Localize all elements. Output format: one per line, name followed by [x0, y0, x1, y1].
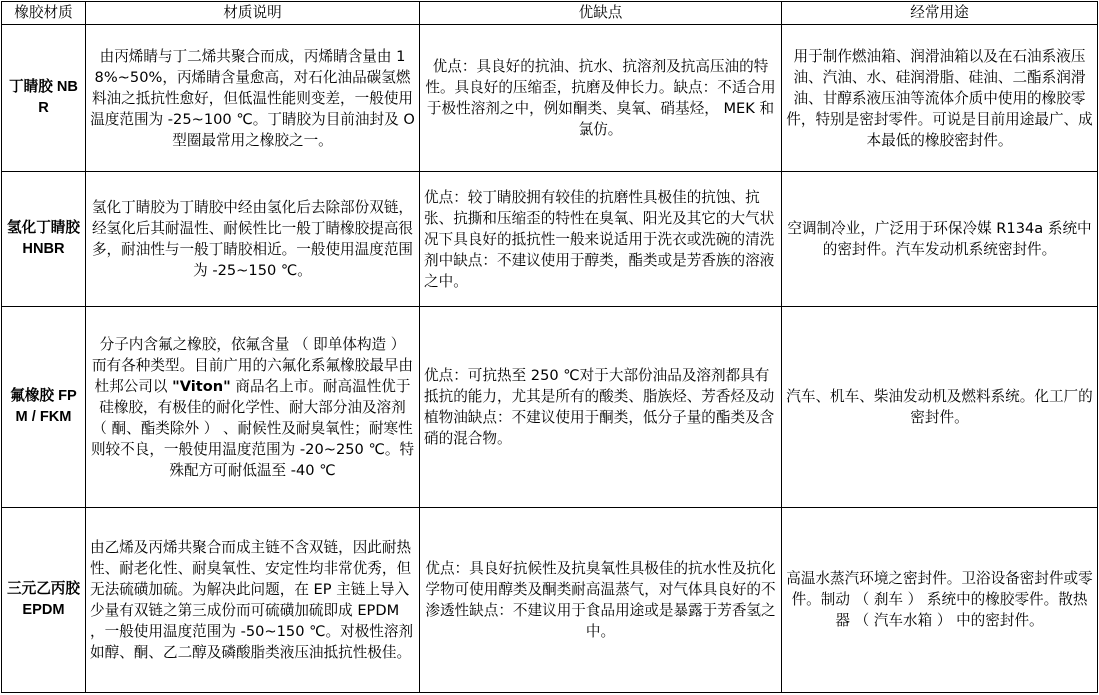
- material-description: 氢化丁睛胶为丁睛胶中经由氢化后去除部份双链，经氢化后其耐温性、耐候性比一般丁睛橡胶提高很多，耐油性与一般丁睛胶相近。一般使用温度范围为 -25~150 ℃。: [86, 172, 420, 307]
- material-name: 丁睛胶 NBR: [2, 25, 86, 172]
- material-usage: 空调制冷业，广泛用于环保冷媒 R134a 系统中的密封件。汽车发动机系统密封件。: [782, 172, 1098, 307]
- material-usage: 汽车、机车、柴油发动机及燃料系统。化工厂的密封件。: [782, 307, 1098, 507]
- table-row: [2, 172, 1098, 307]
- description-text: 商品名上市。耐高温性优于硅橡胶，有极佳的耐化学性、耐大部分油及溶剂 （ 酮、酯类除外 ） 、耐候性及耐臭氧性；耐寒性则较不良，一般使用温度范围为 -20~250 ℃。特殊配方可耐低温至 -40 ℃: [90, 377, 415, 479]
- table-row: [2, 25, 1098, 172]
- material-pros-cons: 优点：具良好的抗油、抗水、抗溶剂及抗高压油的特性。具良好的压缩歪，抗磨及伸长力。缺点：不适合用于极性溶剂之中，例如酮类、臭氧、硝基烃， MEK 和氯仿。: [420, 25, 782, 172]
- header-usage: 经常用途: [782, 2, 1098, 25]
- material-usage: 高温水蒸汽环境之密封件。卫浴设备密封件或零件。制动 （ 刹车 ） 系统中的橡胶零件。散热器 （ 汽车水箱 ） 中的密封件。: [782, 507, 1098, 692]
- material-name: 氟橡胶 FPM / FKM: [2, 307, 86, 507]
- header-material: 橡胶材质: [2, 2, 86, 25]
- material-description: 由乙烯及丙烯共聚合而成主链不含双链，因此耐热性、耐老化性、耐臭氧性、安定性均非常优秀，但无法硫磺加硫。为解决此问题，在 EP 主链上导入少量有双链之第三成份而可硫磺加硫即成 EPDM ，一般使用温度范围为 -50~150 ℃。对极性溶剂如醇、酮、乙二醇及磷酸脂类液压油抵抗性极佳。: [86, 507, 420, 692]
- material-name: 三元乙丙胶 EPDM: [2, 507, 86, 692]
- rubber-materials-table: [1, 1, 1098, 693]
- material-name: 氢化丁睛胶 HNBR: [2, 172, 86, 307]
- header-row: [2, 2, 1098, 25]
- material-description: 由丙烯睛与丁二烯共聚合而成，丙烯睛含量由 18%~50%，丙烯睛含量愈高，对石化油品碳氢燃料油之抵抗性愈好，但低温性能则变差，一般使用温度范围为 -25~100 ℃。丁睛胶为目前油封及 O 型圈最常用之橡胶之一。: [86, 25, 420, 172]
- brand-name: "Viton": [172, 377, 231, 395]
- description-text: 分子内含氟之橡胶，依氟含量 （ 即单体构造 ） 而有各种类型。目前广用的六氟化系氟橡胶最早由杜邦公司以: [91, 335, 414, 395]
- material-pros-cons: 优点：较丁睛胶拥有较佳的抗磨性具极佳的抗蚀、抗张、抗撕和压缩歪的特性在臭氧、阳光及其它的大气状况下具良好的抵抗性一般来说适用于洗衣或洗碗的清洗剂中缺点：不建议使用于醇类，酯类或是芳香族的溶液之中。: [420, 172, 782, 307]
- material-pros-cons: 优点：具良好抗候性及抗臭氧性具极佳的抗水性及抗化学物可使用醇类及酮类耐高温蒸气，对气体具良好的不渗透性缺点：不建议用于食品用途或是暴露于芳香氢之中。: [420, 507, 782, 692]
- table-row: [2, 507, 1098, 692]
- material-description: [86, 307, 420, 507]
- material-pros-cons: 优点：可抗热至 250 ℃对于大部份油品及溶剂都具有抵抗的能力，尤其是所有的酸类、脂族烃、芳香烃及动植物油缺点：不建议使用于酮类，低分子量的酯类及含硝的混合物。: [420, 307, 782, 507]
- table-row: [2, 307, 1098, 507]
- header-description: 材质说明: [86, 2, 420, 25]
- material-usage: 用于制作燃油箱、润滑油箱以及在石油系液压油、汽油、水、硅润滑脂、硅油、二酯系润滑油、甘醇系液压油等流体介质中使用的橡胶零件，特别是密封零件。可说是目前用途最广、成本最低的橡胶密封件。: [782, 25, 1098, 172]
- header-pros-cons: 优缺点: [420, 2, 782, 25]
